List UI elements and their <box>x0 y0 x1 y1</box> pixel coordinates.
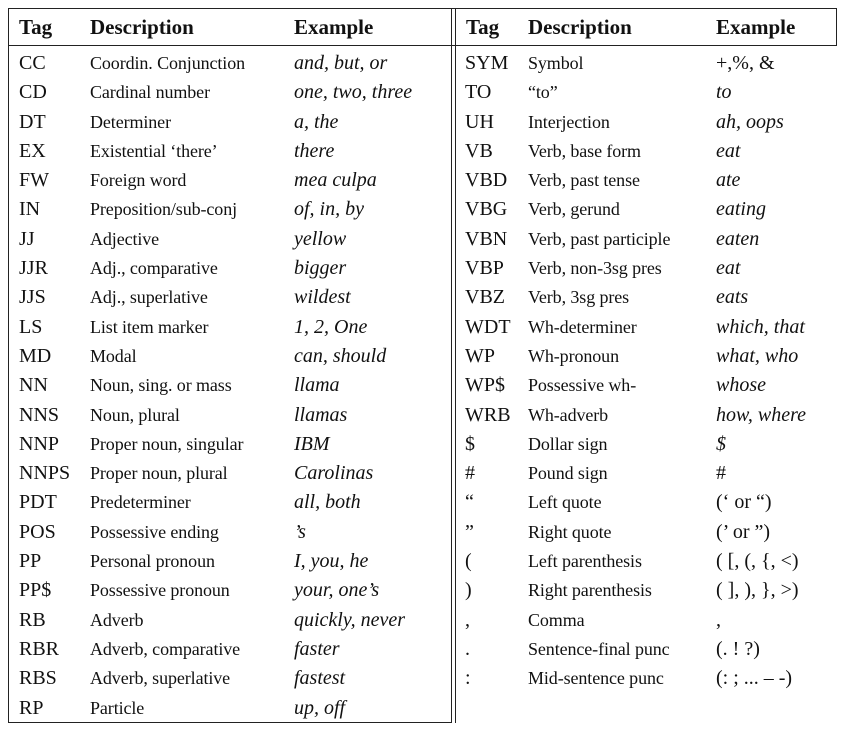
table-row <box>10 49 453 78</box>
example-cell: wildest <box>294 286 351 309</box>
example-cell: how, where <box>716 403 806 426</box>
header-description-left: Description <box>90 15 194 39</box>
description-cell: Proper noun, plural <box>90 463 228 484</box>
tag-cell: NNS <box>19 403 60 426</box>
description-cell: Wh-adverb <box>528 404 609 425</box>
description-cell: Dollar sign <box>528 433 608 454</box>
table-row <box>459 401 835 430</box>
table-row <box>459 518 835 547</box>
right-rows <box>459 49 835 694</box>
description-cell: Sentence-final punc <box>528 638 670 659</box>
example-cell: there <box>294 139 335 162</box>
description-cell: Interjection <box>528 111 610 132</box>
tag-cell: VB <box>465 139 493 162</box>
example-cell: whose <box>716 374 766 397</box>
example-cell: eats <box>716 286 749 309</box>
table-row <box>459 547 835 576</box>
table-top-border <box>8 8 837 9</box>
tag-cell: NN <box>19 374 48 397</box>
table-row <box>459 78 835 107</box>
table-row <box>459 49 835 78</box>
table-row <box>10 313 453 342</box>
example-cell: (‘ or “) <box>716 491 772 514</box>
table-row <box>459 459 835 488</box>
example-cell: quickly, never <box>294 608 406 631</box>
example-cell: (’ or ”) <box>716 520 771 543</box>
tag-cell: JJS <box>19 286 46 309</box>
example-cell: eat <box>716 257 741 280</box>
table-row <box>459 576 835 605</box>
example-cell: faster <box>294 637 340 660</box>
example-cell: llama <box>294 374 340 397</box>
description-cell: Adjective <box>90 228 160 249</box>
table-row <box>459 225 835 254</box>
description-cell: Mid-sentence punc <box>528 668 664 689</box>
tag-cell: RBR <box>19 637 60 660</box>
tag-cell: WP <box>465 344 495 367</box>
example-cell: $ <box>716 432 726 455</box>
example-cell: mea culpa <box>294 169 377 192</box>
example-cell: ( ], ), }, >) <box>716 579 799 602</box>
table-row <box>10 137 453 166</box>
table-row <box>10 195 453 224</box>
description-cell: “to” <box>528 82 558 103</box>
table-row <box>10 430 453 459</box>
tag-cell: NNPS <box>19 462 71 485</box>
header-example-left: Example <box>294 15 374 39</box>
description-cell: Coordin. Conjunction <box>90 53 245 73</box>
tag-cell: DT <box>19 110 46 133</box>
example-cell: can, should <box>294 344 387 367</box>
example-cell: fastest <box>294 667 346 690</box>
description-cell: Left quote <box>528 492 602 513</box>
description-cell: Predeterminer <box>90 492 191 513</box>
header-separator <box>8 45 837 46</box>
description-cell: Adj., superlative <box>90 287 208 308</box>
example-cell: IBM <box>294 432 330 455</box>
description-cell: Verb, 3sg pres <box>528 287 630 308</box>
table-row <box>459 371 835 400</box>
description-cell: Possessive wh- <box>528 375 637 396</box>
table-row <box>459 488 835 517</box>
table-row <box>10 488 453 517</box>
description-cell: Foreign word <box>90 170 187 191</box>
tag-cell: JJ <box>19 227 35 250</box>
table-row <box>459 635 835 664</box>
table-row <box>10 254 453 283</box>
example-cell: (. ! ?) <box>716 637 760 660</box>
table-row <box>459 283 835 312</box>
table-row <box>459 430 835 459</box>
tag-cell: RBS <box>19 667 57 690</box>
example-cell: ( [, (, {, <) <box>716 550 799 573</box>
tag-cell: WP$ <box>465 374 505 397</box>
tag-cell: # <box>465 462 475 485</box>
description-cell: Left parenthesis <box>528 551 642 572</box>
table-row <box>10 576 453 605</box>
table-row <box>10 518 453 547</box>
tag-cell: VBG <box>465 198 508 221</box>
description-cell: Possessive pronoun <box>90 580 230 601</box>
header-tag-right: Tag <box>466 15 500 39</box>
example-cell: ’s <box>294 520 306 543</box>
table-right-border <box>836 8 837 46</box>
tag-cell: WRB <box>465 403 511 426</box>
description-cell: Personal pronoun <box>90 551 215 572</box>
tag-cell: PP <box>19 550 42 573</box>
table-row <box>10 401 453 430</box>
column-divider-b <box>455 8 456 723</box>
example-cell: one, two, three <box>294 81 413 104</box>
description-cell: Pound sign <box>528 463 608 484</box>
tag-cell: RP <box>19 696 44 719</box>
tag-cell: VBD <box>465 169 508 192</box>
table-row <box>459 195 835 224</box>
example-cell: eating <box>716 198 766 221</box>
description-cell: Preposition/sub-conj <box>90 199 237 220</box>
table-row <box>459 108 835 137</box>
description-cell: Determiner <box>90 111 171 132</box>
table-left-border <box>8 8 9 723</box>
description-cell: Existential ‘there’ <box>90 140 218 161</box>
tag-cell: : <box>465 667 471 690</box>
header-example-right: Example <box>716 15 796 39</box>
tag-cell: ” <box>465 520 474 543</box>
table-row <box>459 664 835 693</box>
table-row <box>10 225 453 254</box>
description-cell: Verb, base form <box>528 140 641 161</box>
description-cell: Right parenthesis <box>528 580 652 601</box>
description-cell: Verb, non-3sg pres <box>528 258 662 279</box>
tag-cell: ( <box>465 550 472 573</box>
header-tag-left: Tag <box>19 15 53 39</box>
tag-cell: VBZ <box>465 286 505 309</box>
description-cell: Right quote <box>528 521 612 542</box>
table-row <box>10 166 453 195</box>
tag-cell: PP$ <box>19 579 52 602</box>
table-row <box>10 694 453 723</box>
description-cell: Adverb, superlative <box>90 668 231 689</box>
example-cell: # <box>716 462 726 485</box>
example-cell: which, that <box>716 315 805 338</box>
table-row <box>10 283 453 312</box>
example-cell: all, both <box>294 491 361 514</box>
tag-cell: , <box>465 608 470 631</box>
tag-cell: JJR <box>19 257 48 280</box>
table-row <box>10 108 453 137</box>
tag-cell: “ <box>465 491 474 514</box>
tag-cell: CD <box>19 81 47 104</box>
tag-cell: RB <box>19 608 46 631</box>
tag-cell: LS <box>19 315 43 338</box>
example-cell: ate <box>716 169 741 192</box>
table-row <box>10 635 453 664</box>
table-row <box>10 342 453 371</box>
tag-cell: TO <box>465 81 492 104</box>
example-cell: llamas <box>294 403 348 426</box>
tag-cell: FW <box>19 169 49 192</box>
description-cell: Verb, past tense <box>528 170 640 191</box>
example-cell: I, you, he <box>294 550 369 573</box>
example-cell: ah, oops <box>716 110 784 133</box>
tag-cell: VBN <box>465 227 508 250</box>
example-cell: up, off <box>294 696 346 719</box>
example-cell: eat <box>716 139 741 162</box>
description-cell: Adj., comparative <box>90 258 218 279</box>
description-cell: Symbol <box>528 53 584 73</box>
example-cell: and, but, or <box>294 52 388 74</box>
example-cell: what, who <box>716 344 799 367</box>
description-cell: Cardinal number <box>90 82 210 103</box>
tag-cell: WDT <box>465 315 511 338</box>
example-cell: Carolinas <box>294 462 374 485</box>
description-cell: Adverb, comparative <box>90 638 241 659</box>
description-cell: Verb, gerund <box>528 199 620 220</box>
tag-cell: $ <box>465 432 475 455</box>
tag-cell: POS <box>19 520 56 543</box>
tag-cell: PDT <box>19 491 57 514</box>
example-cell: to <box>716 81 732 104</box>
description-cell: Noun, plural <box>90 404 180 425</box>
table-row <box>10 606 453 635</box>
table-row <box>459 254 835 283</box>
table-row <box>10 78 453 107</box>
tag-cell: NNP <box>19 432 60 455</box>
example-cell: (: ; ... – -) <box>716 667 793 690</box>
tag-cell: EX <box>19 139 46 162</box>
description-cell: Modal <box>90 345 137 366</box>
table-row <box>459 342 835 371</box>
example-cell: of, in, by <box>294 198 364 221</box>
description-cell: Wh-pronoun <box>528 345 619 366</box>
description-cell: Comma <box>528 609 585 630</box>
tag-cell: . <box>465 637 470 660</box>
table-row <box>10 664 453 693</box>
description-cell: List item marker <box>90 316 209 337</box>
description-cell: Particle <box>90 697 145 718</box>
tag-cell: IN <box>19 198 41 221</box>
example-cell: 1, 2, One <box>294 315 368 338</box>
description-cell: Proper noun, singular <box>90 433 244 454</box>
table-row <box>459 313 835 342</box>
header-description-right: Description <box>528 15 632 39</box>
table-row <box>10 371 453 400</box>
example-cell: your, one’s <box>294 579 380 602</box>
tag-cell: CC <box>19 52 46 74</box>
example-cell: +,%, & <box>716 52 775 74</box>
left-rows <box>10 49 453 723</box>
description-cell: Adverb <box>90 609 144 630</box>
example-cell: , <box>716 608 721 631</box>
tag-cell: SYM <box>465 52 509 74</box>
tag-cell: ) <box>465 579 472 602</box>
description-cell: Wh-determiner <box>528 316 637 337</box>
example-cell: eaten <box>716 227 760 250</box>
tag-cell: VBP <box>465 257 504 280</box>
table-row <box>10 459 453 488</box>
description-cell: Possessive ending <box>90 521 219 542</box>
description-cell: Noun, sing. or mass <box>90 375 232 396</box>
example-cell: bigger <box>294 257 347 280</box>
example-cell: a, the <box>294 110 339 133</box>
table-row <box>459 166 835 195</box>
tag-cell: MD <box>19 344 52 367</box>
table-row <box>459 137 835 166</box>
description-cell: Verb, past participle <box>528 228 671 249</box>
table-row <box>10 547 453 576</box>
table-row <box>459 606 835 635</box>
example-cell: yellow <box>294 227 347 250</box>
tag-cell: UH <box>465 110 494 133</box>
pos-tag-table <box>8 8 837 723</box>
